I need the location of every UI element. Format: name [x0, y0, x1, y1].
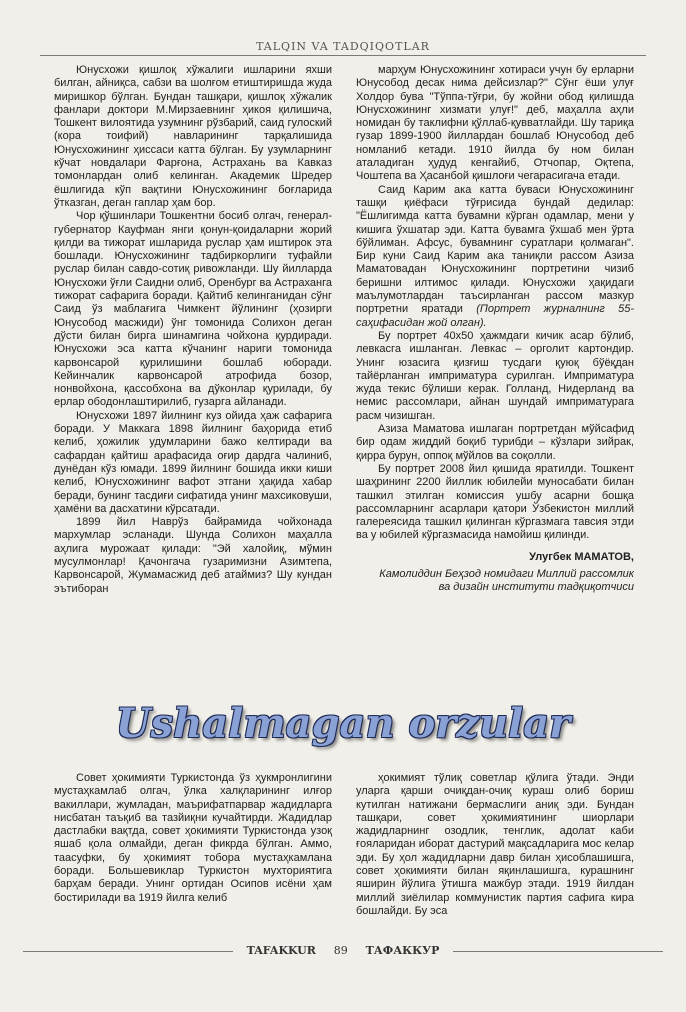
affiliation-line: Камолиддин Беҳзод номидаги Миллий рассомлик [379, 567, 634, 580]
paragraph: Юнусхожи қишлоқ хўжалиги ишларини яхши билган, айниқса, сабзи ва шолғом етиштиришда жуда миришкор бўлган. Бундан ташқари, қишлоқ хўжалик фанлари доктори М.Мирзаевнинг ҳикоя қилишича, Тошкент вилоятида узумнинг рўзбарий, саид гулоский (кора тоифий) навларининг тарқалишида Юнусхожининг ҳиссаси катта бўлган. Бу узумларнинг кўчат новдалари Фарғона, Астрахань ва Кавказ томонлардан олиб келинган. Академик Шредер ёшлигида кўп вақтини Юнусхожининг боғларида ўтказган, деган гаплар ҳам бор. [54, 64, 332, 209]
paragraph: Бу портрет 2008 йил қишида яратилди. Тошкент шаҳрининг 2200 йиллик юбилейи муносабати билан ташкил этилган комиссия ушбу асарни бошқа рассомларнинг асарлари қатори Ўзбекистон миллий галереясида ташкил қилинган кўргазмага тавсия этди ва у юбилей кўргазмасида намойиш қилинди. [356, 462, 634, 542]
header-rule [40, 55, 646, 56]
author-name: Улугбек МАМАТОВ, [529, 550, 634, 563]
paragraph: Юнусхожи 1897 йилнинг куз ойида ҳаж сафарига боради. У Маккага 1898 йилнинг баҳорида етиб келиб, ҳожилик удумларини бажо келтиради ва сафардан қайтиш арафасида оғир дардга чалиниб, дунёдан кўз юмади. 1899 йилнинг бошида икки киши келиб, Юнусхожининг вафот этгани ҳақида хабар беради, бунинг тасдиғи сифатида унинг махсиковуши, ҳамёни ва дасхатини кўрсатади. [54, 409, 332, 515]
article2-right-column [356, 772, 634, 932]
paragraph [356, 184, 634, 330]
footer-rule-left [23, 951, 233, 952]
footer-rule-right [453, 951, 663, 952]
paragraph: марҳум Юнусхожининг хотираси учун бу ерларни Юнусобод десак нима дейсизлар?" Сўнг ёши улуғ Холдор бува "Тўппа-тўғри, бу жойни обод қилишда Юнусхожининг хизмати улуғ!" деб, маҳалла аҳли номидан бу таклифни қўллаб-қувватлайди. Шу тариқа гузар 1899-1900 йиллардан бошлаб Юнусобод деб номланиб кетади. 1910 йилда бу ном билан аталадиган ҳудуд кенгайиб, Отчопар, Оқтепа, Чоштепа ва Ҳасанбой қишлоғи чегарасигача етади. [356, 64, 634, 183]
article-title-banner: Ushalmagan orzular [115, 700, 571, 747]
paragraph: Чор қўшинлари Тошкентни босиб олгач, генерал-губернатор Кауфман янги қонун-қоидаларни жорий қилди ва тижорат ишларида руслар ҳам иштирок эта бошлади. Юнусхожининг тадбиркорлиги туфайли руслар билан савдо-сотиқ ривожланди. Шу йилларда Юнусхожи ўғли Саидни олиб, Оренбург ва Астраханга тижорат сафарига боради. Қайтиб келинганидан сўнг Саид ўз маблағига Чимкент йўлининг (ҳозирги Юнусобод масжиди) ўнг томонида Солихон деган дўсти билан бирга шинамгина чойхона қурдиради. Юнусхожи эса катта кўчанинг нариги томонида карвонсарой қурилишини бошлаб юборади. Кейинчалик карвонсарой атрофида бозор, нонвойхона, қассобхона ва дўконлар қурилади, бу ерлар ободонлаштирилиб, гузарга айланади. [54, 210, 332, 409]
paragraph: ҳокимият тўлиқ советлар қўлига ўтади. Энди уларга қарши очиқдан-очиқ кураш олиб бориш кутилган натижани бермаслиги аниқ эди. Бундан ташқари, совет ҳокимиятининг шиорлари жадидларнинг озодлик, тенглик, адолат каби ғояларидан иборат дастурий мақсадларига мос келар эди. Бу ҳол жадидларни давр билан ҳисоблашишга, совет ҳокимияти билан яқинлашишга, курашнинг яширин йўлига ўтишга мажбур этади. 1919 йилдан миллий зиёлилар коммунистик партия сафига кира бошлайди. Бу эса [356, 772, 634, 917]
page-number: 89 [333, 944, 348, 957]
affiliation-line: ва дизайн институти тадқиқотчиси [438, 581, 634, 594]
journal-name-cyrillic: ТАФАККУР [365, 944, 440, 957]
italic-note: (Портрет журналнинг 55-саҳифасидан жой олган). [356, 303, 634, 329]
journal-name-latin: TAFAKKUR [246, 944, 316, 957]
article2-left-column [54, 772, 332, 932]
article1-left-column [54, 64, 332, 684]
section-header: TALQIN VA TADQIQOTLAR [256, 40, 430, 53]
paragraph: Азиза Маматова ишлаган портретдан мўйсафид бир одам жиддий боқиб турибди – кўзлари зийрак, қирра бурун, оппоқ мўйлов ва соқолли. [356, 423, 634, 462]
author-affiliation [356, 568, 634, 595]
paragraph: Совет ҳокимияти Туркистонда ўз ҳукмронлигини мустаҳкамлаб олгач, ўлка халқларининг илғор вакиллари, жумладан, маърифатпарвар жадидларга нисбатан таъқиб ва тазйиқни кучайтирди. Жадидлар дастлабки вақтда, совет ҳокимияти Туркистонда узоқ яшаб қола олмайди, деган фикрда бўлган. Аммо, таасуфки, бу ҳокимият тобора мустаҳкамлана боради. Большевиклар Туркистон мухториятига барҳам беради. Унинг ортидан Осипов исёни ҳам бостирилади ва 1919 йилга келиб [54, 772, 332, 904]
paragraph: 1899 йил Наврўз байрамида чойхонада мархумлар эсланади. Шунда Солихон маҳалла аҳлига мурожаат қилади: "Эй халойиқ, мўмин мусулмонлар! Қачонгача гузаримизни Азимтепа, Карвонсарой, Жумамасжид деб атаймиз? Шу кундан эътиборан [54, 516, 332, 595]
article1-right-column [356, 64, 634, 684]
page-footer [0, 944, 686, 957]
paragraph-text: Саид Карим ака катта буваси Юнусхожининг ташқи қиёфаси тўғрисида бундай дедилар: "Ёшлигимда катта бувамни кўрган одамлар, мени у кишига ўхшатар эди. Катта бувамга ўхшаб мен ўрта бўйлиман. Афсус, бувамнинг суратлари қолмаган". Бир куни Саид Карим ака таниқли рассом Азиза Маматовадан Юнусхожининг портретини чизиб беришни илтимос қилади. Юнусхожи ҳақидаги маълумотлардан таъсирланган рассом мазкур портретни яратади [356, 183, 634, 316]
paragraph: Бу портрет 40х50 ҳажмдаги кичик асар бўлиб, левкасга ишланган. Левкас – орголит картондир. Унинг юзасига қизғиш тусдаги қуюқ бўёқдан тайёрланган имприматура сурилган. Имприматура жуда текис бўлиши керак. Голланд, Нидерланд ва немис рассомлари, айнан шундай имприматурага расм чизишган. [356, 329, 634, 422]
